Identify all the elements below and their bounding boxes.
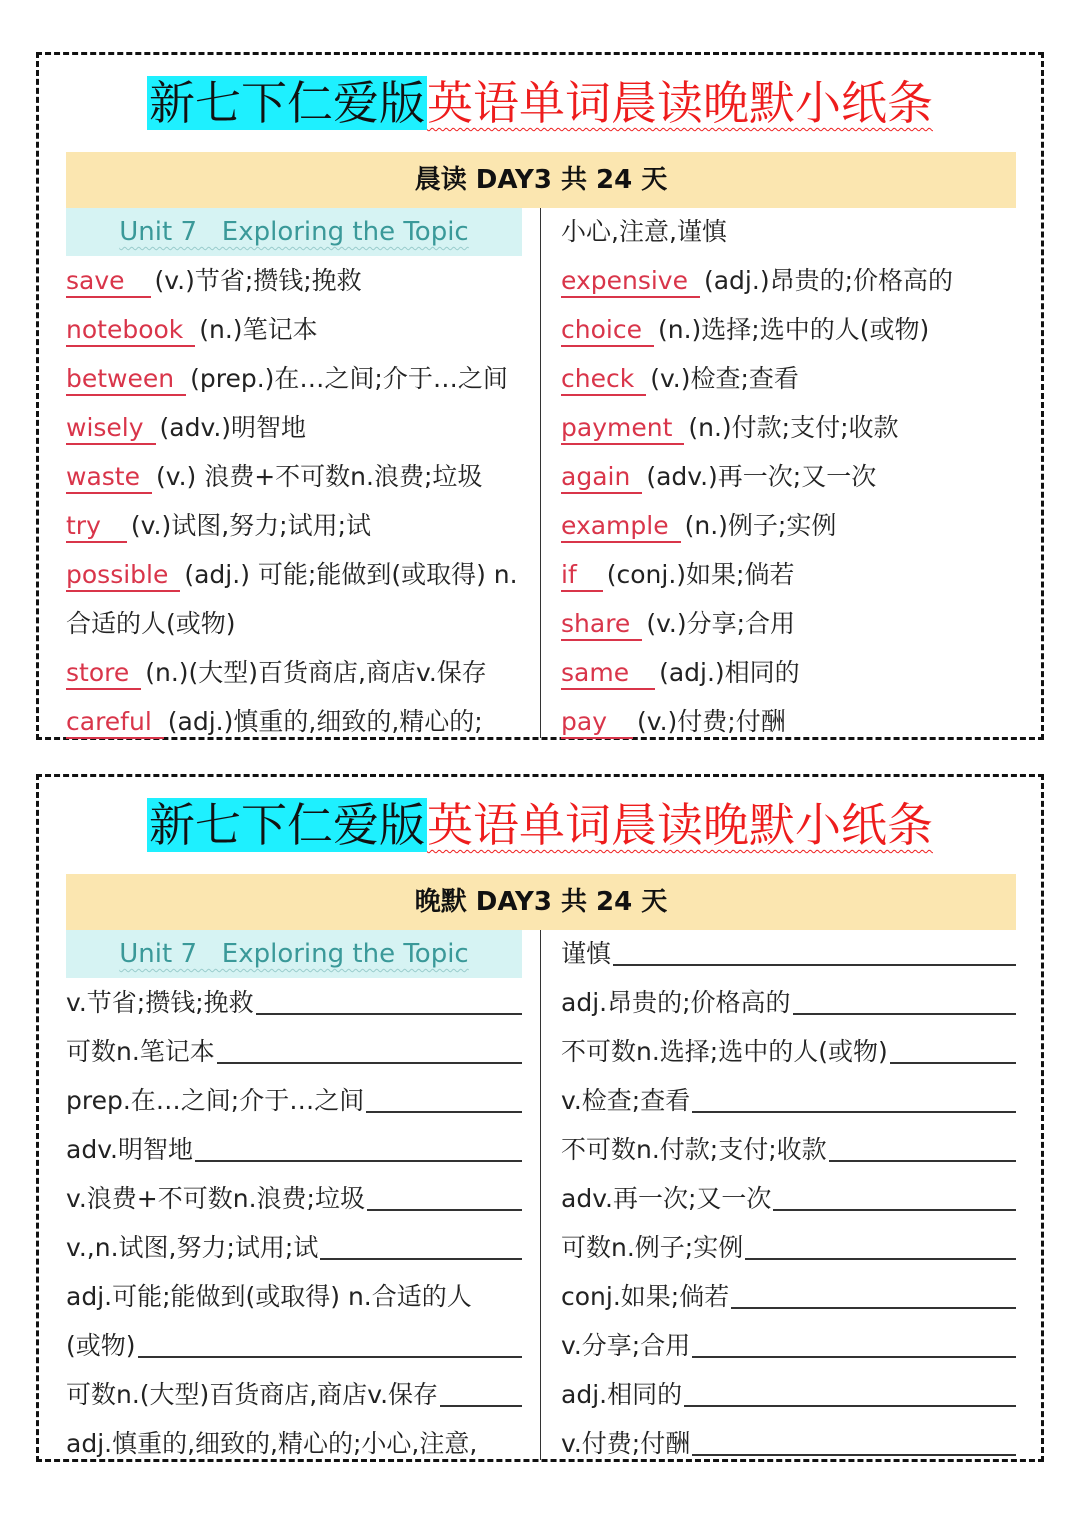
- vocab-definition: (v.)节省;攒钱;挽救: [154, 266, 362, 295]
- vocab-row: [66, 403, 522, 452]
- vocab-definition: (adj.)相同的: [659, 658, 800, 687]
- vocab-row: [66, 305, 522, 354]
- vocab-definition: (n.)选择;选中的人(或物): [657, 315, 930, 344]
- dictation-row: [561, 1125, 1016, 1174]
- dictation-prompt: v.检查;查看: [561, 1086, 691, 1115]
- vocab-definition: (adj.)昂贵的;价格高的: [703, 266, 953, 295]
- vocab-word: possible: [66, 560, 180, 592]
- dictation-prompt: prep.在…之间;介于…之间: [66, 1086, 365, 1115]
- unit-header: [66, 208, 522, 256]
- vocab-row: [561, 403, 1016, 452]
- vocab-definition: (adv.)明智地: [159, 413, 307, 442]
- vocab-word: save: [66, 266, 151, 298]
- answer-line[interactable]: [692, 1111, 1016, 1113]
- vocab-row: [66, 354, 522, 403]
- dictation-row: [66, 1321, 522, 1370]
- right-column: [561, 208, 1016, 746]
- vocab-word: wisely: [66, 413, 156, 445]
- vocab-row: [561, 599, 1016, 648]
- answer-line[interactable]: [684, 1405, 1016, 1407]
- vocab-row: [66, 648, 522, 697]
- answer-line[interactable]: [366, 1111, 522, 1113]
- vocab-definition: (v.)分享;合用: [646, 609, 796, 638]
- day-bar: 晚默 DAY3 共 24 天: [66, 874, 1016, 930]
- dictation-row: [561, 1223, 1016, 1272]
- dictation-row: [66, 978, 522, 1027]
- vocab-row: [66, 599, 522, 648]
- vocab-word: expensive: [561, 266, 700, 298]
- dictation-row: [561, 1321, 1016, 1370]
- vocab-word: share: [561, 609, 642, 641]
- unit-header: [66, 930, 522, 978]
- unit-title: Unit 7 Exploring the Topic: [119, 939, 469, 969]
- vocab-row: [66, 256, 522, 305]
- vocab-definition: (v.)检查;查看: [650, 364, 799, 393]
- vocab-word: store: [66, 658, 141, 690]
- vocab-definition: 小心,注意,谨慎: [561, 217, 727, 246]
- vocab-definition: (n.)例子;实例: [684, 511, 837, 540]
- vocab-row: [561, 256, 1016, 305]
- vocab-word: try: [66, 511, 127, 543]
- dictation-prompt: 可数n.例子;实例: [561, 1233, 744, 1262]
- vocab-word: notebook: [66, 315, 195, 347]
- dictation-prompt: v.节省;攒钱;挽救: [66, 988, 254, 1017]
- dictation-row: [66, 1370, 522, 1419]
- answer-line[interactable]: [320, 1258, 522, 1260]
- vocab-word: check: [561, 364, 646, 396]
- title-highlight: 新七下仁爱版: [149, 76, 425, 130]
- answer-line[interactable]: [829, 1160, 1016, 1162]
- vocab-row: [66, 501, 522, 550]
- vocab-word: same: [561, 658, 655, 690]
- dictation-prompt: 不可数n.付款;支付;收款: [561, 1135, 827, 1164]
- dictation-row: [66, 1125, 522, 1174]
- dictation-row: [561, 1174, 1016, 1223]
- vocab-definition: (n.)笔记本: [199, 315, 318, 344]
- answer-line[interactable]: [773, 1209, 1016, 1211]
- dictation-row: [561, 1076, 1016, 1125]
- dictation-prompt: v.浪费+不可数n.浪费;垃圾: [66, 1184, 365, 1213]
- vocab-word: waste: [66, 462, 152, 494]
- unit-title: Unit 7 Exploring the Topic: [119, 217, 469, 247]
- vocab-word: choice: [561, 315, 654, 347]
- vocab-word: careful: [66, 707, 164, 739]
- vocab-row: [561, 648, 1016, 697]
- vocab-word: payment: [561, 413, 684, 445]
- vocab-definition: (adv.)再一次;又一次: [646, 462, 877, 491]
- vocab-definition: (n.)付款;支付;收款: [688, 413, 899, 442]
- answer-line[interactable]: [692, 1454, 1016, 1456]
- vocab-word: if: [561, 560, 603, 592]
- dictation-row: [66, 1419, 522, 1468]
- left-column: [66, 930, 522, 1468]
- vocab-word: again: [561, 462, 642, 494]
- dictation-prompt: adj.相同的: [561, 1380, 683, 1409]
- dictation-prompt: conj.如果;倘若: [561, 1282, 730, 1311]
- vocab-row: [561, 354, 1016, 403]
- morning-card: [36, 52, 1044, 740]
- dictation-row: [561, 978, 1016, 1027]
- vocab-row: [561, 501, 1016, 550]
- vocab-row: [561, 305, 1016, 354]
- answer-line[interactable]: [256, 1013, 522, 1015]
- dictation-prompt: adv.明智地: [66, 1135, 193, 1164]
- dictation-prompt: v.,n.试图,努力;试用;试: [66, 1233, 319, 1262]
- column-divider: [540, 208, 541, 738]
- answer-line[interactable]: [138, 1356, 522, 1358]
- answer-line[interactable]: [440, 1405, 522, 1407]
- title-red: 英语单词晨读晚默小纸条: [427, 76, 933, 130]
- column-divider: [540, 930, 541, 1460]
- vocab-word: between: [66, 364, 186, 396]
- left-column: [66, 208, 522, 746]
- day-bar: 晨读 DAY3 共 24 天: [66, 152, 1016, 208]
- vocab-definition: (adj.)慎重的,细致的,精心的;: [167, 707, 483, 736]
- vocab-row: [561, 550, 1016, 599]
- answer-line[interactable]: [692, 1356, 1016, 1358]
- dictation-prompt: 可数n.(大型)百货商店,商店v.保存: [66, 1380, 439, 1409]
- answer-line[interactable]: [195, 1160, 522, 1162]
- dictation-prompt: adj.慎重的,细致的,精心的;小心,注意,: [66, 1429, 478, 1458]
- dictation-prompt: v.分享;合用: [561, 1331, 691, 1360]
- title-red: 英语单词晨读晚默小纸条: [427, 798, 933, 852]
- vocab-definition: (v.)付费;付酬: [636, 707, 786, 736]
- dictation-row: [561, 1272, 1016, 1321]
- dictation-row: [66, 1174, 522, 1223]
- vocab-word: pay: [561, 707, 633, 739]
- dictation-row: [66, 1223, 522, 1272]
- vocab-row: [561, 452, 1016, 501]
- answer-line[interactable]: [217, 1062, 522, 1064]
- dictation-prompt: 可数n.笔记本: [66, 1037, 215, 1066]
- dictation-row: [66, 1272, 522, 1321]
- vocab-definition: (adj.) 可能;能做到(或取得) n.: [184, 560, 518, 589]
- answer-line[interactable]: [367, 1209, 522, 1211]
- dictation-row: [561, 1027, 1016, 1076]
- vocab-definition: 合适的人(或物): [66, 609, 236, 638]
- dictation-prompt: v.付费;付酬: [561, 1429, 691, 1458]
- dictation-prompt: 谨慎: [561, 939, 612, 968]
- answer-line[interactable]: [793, 1013, 1016, 1015]
- vocab-row: [66, 550, 522, 599]
- dictation-row: [561, 1370, 1016, 1419]
- vocab-row: [561, 697, 1016, 746]
- vocab-row: [66, 697, 522, 746]
- dictation-prompt: adv.再一次;又一次: [561, 1184, 772, 1213]
- vocab-row: [561, 208, 1016, 256]
- vocab-definition: (n.)(大型)百货商店,商店v.保存: [145, 658, 487, 687]
- vocab-definition: (v.)试图,努力;试用;试: [130, 511, 371, 540]
- dictation-prompt: (或物): [66, 1331, 136, 1360]
- dictation-prompt: 不可数n.选择;选中的人(或物): [561, 1037, 888, 1066]
- vocab-definition: (prep.)在…之间;介于…之间: [190, 364, 508, 393]
- evening-card: [36, 774, 1044, 1462]
- dictation-prompt: adj.昂贵的;价格高的: [561, 988, 791, 1017]
- card-title: [39, 65, 1041, 141]
- title-highlight: 新七下仁爱版: [149, 798, 425, 852]
- vocab-definition: (v.) 浪费+不可数n.浪费;垃圾: [155, 462, 483, 491]
- answer-line[interactable]: [745, 1258, 1016, 1260]
- vocab-row: [66, 452, 522, 501]
- card-title: [39, 787, 1041, 863]
- dictation-row: [561, 930, 1016, 978]
- dictation-prompt: adj.可能;能做到(或取得) n.合适的人: [66, 1282, 472, 1311]
- vocab-definition: (conj.)如果;倘若: [606, 560, 795, 589]
- dictation-row: [561, 1419, 1016, 1468]
- dictation-row: [66, 1027, 522, 1076]
- answer-line[interactable]: [731, 1307, 1016, 1309]
- answer-line[interactable]: [613, 964, 1016, 966]
- answer-line[interactable]: [890, 1062, 1016, 1064]
- right-column: [561, 930, 1016, 1468]
- dictation-row: [66, 1076, 522, 1125]
- vocab-word: example: [561, 511, 681, 543]
